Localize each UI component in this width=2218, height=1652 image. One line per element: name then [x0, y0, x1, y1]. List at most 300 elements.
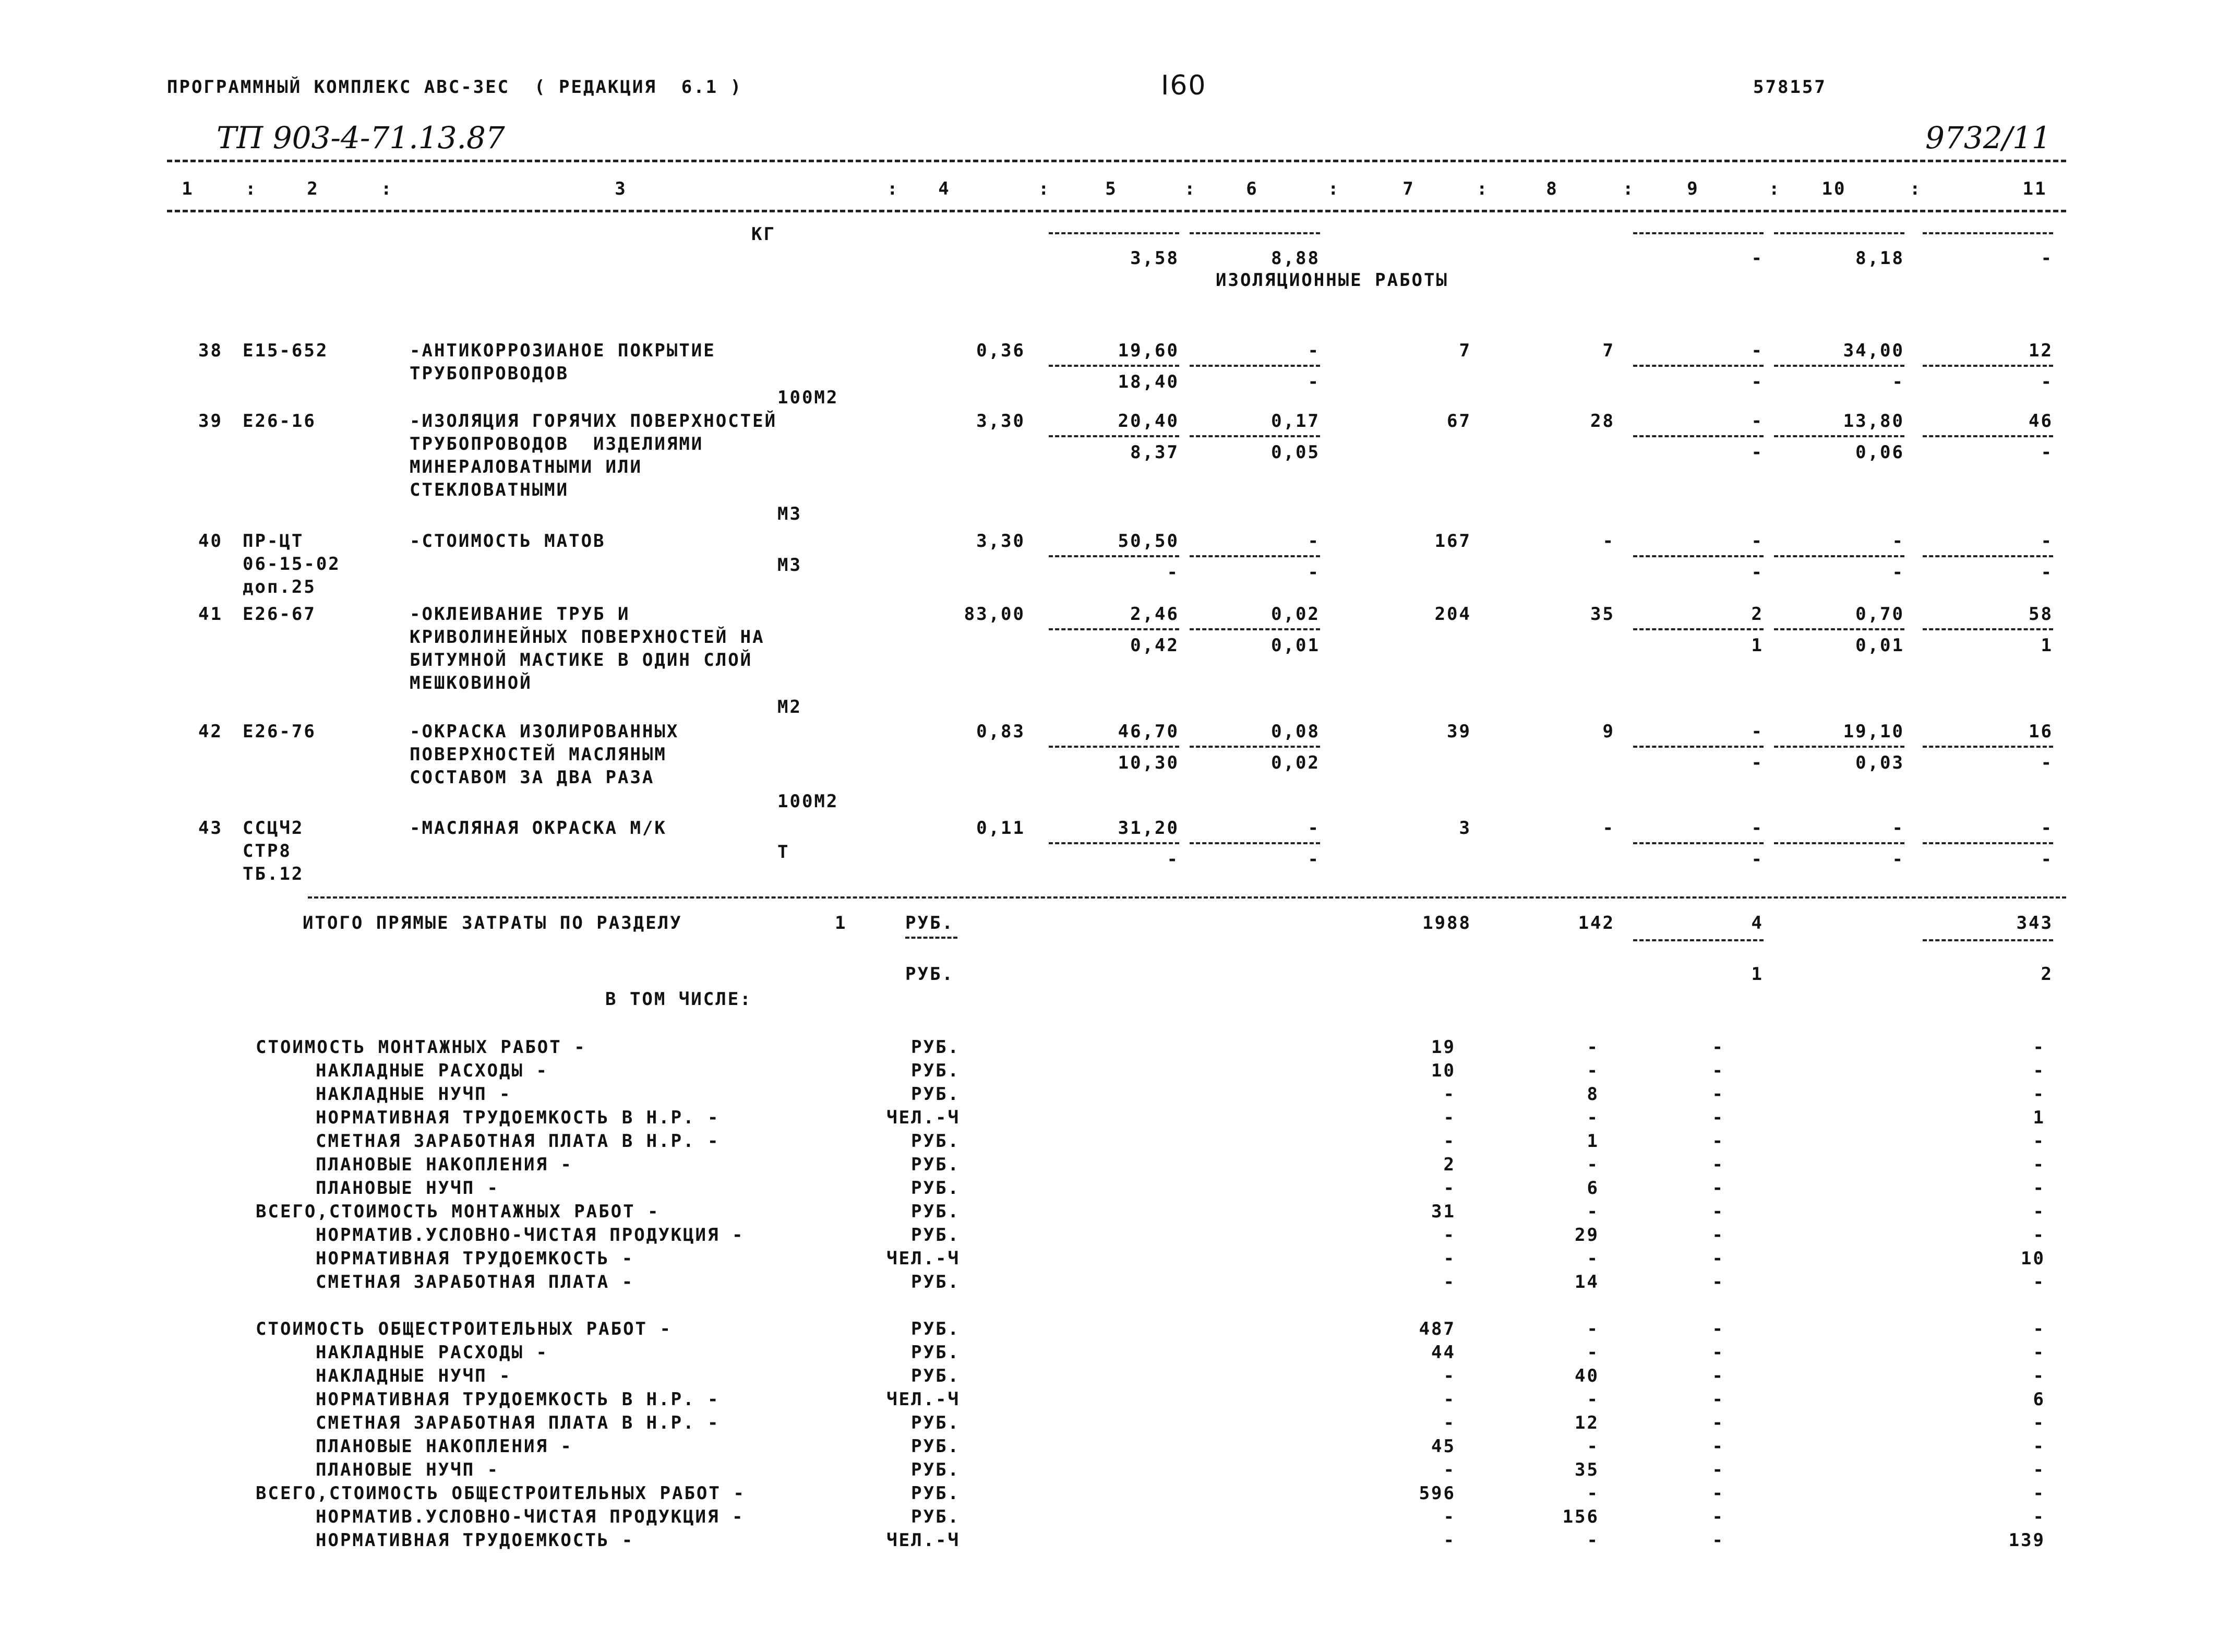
summary-value-c7: 2 — [1443, 1154, 1456, 1175]
summary-label: НОРМАТИВНАЯ ТРУДОЕМКОСТЬ В Н.Р. - — [316, 1389, 720, 1410]
sub-divider-c11 — [1923, 746, 2053, 748]
row-value-c7: 167 — [1434, 531, 1471, 552]
sub-divider-c6 — [1190, 435, 1320, 437]
sub-divider-c11 — [1923, 628, 2053, 630]
summary-label: НАКЛАДНЫЕ НУЧП - — [316, 1366, 512, 1386]
top-value-c11: - — [2041, 248, 2053, 269]
header-rule-top — [167, 160, 2066, 162]
column-separator: : — [1184, 178, 1197, 199]
row-value-c11: - — [2041, 818, 2053, 839]
total-subvalue-c9: 1 — [1751, 964, 1764, 985]
summary-unit: РУБ. — [911, 1084, 960, 1105]
summary-value-c9: - — [1712, 1131, 1724, 1152]
summary-value-c7: 596 — [1419, 1483, 1456, 1504]
summary-value-c9: - — [1712, 1060, 1724, 1081]
summary-value-c7: 19 — [1431, 1037, 1456, 1058]
summary-value-c11: - — [2033, 1483, 2045, 1504]
summary-value-c11: - — [2033, 1178, 2045, 1199]
row-unit: М3 — [777, 504, 802, 524]
summary-value-c7: 44 — [1431, 1342, 1456, 1363]
summary-value-c7: - — [1443, 1389, 1456, 1410]
summary-value-c9: - — [1712, 1436, 1724, 1457]
summary-value-c9: - — [1712, 1483, 1724, 1504]
row-subvalue-c11: 1 — [2041, 635, 2053, 656]
summary-value-c11: - — [2033, 1436, 2045, 1457]
page-number: I60 — [1161, 70, 1207, 101]
row-code: Е26-67 — [243, 604, 316, 625]
row-value-c10: 19,10 — [1843, 721, 1904, 742]
sub-divider-c9 — [1633, 628, 1764, 630]
row-number: 42 — [198, 721, 223, 742]
summary-value-c7: - — [1443, 1366, 1456, 1386]
row-value-c6: - — [1308, 340, 1320, 361]
summary-value-c11: 6 — [2033, 1389, 2045, 1410]
row-value-c7: 67 — [1447, 411, 1471, 432]
row-subvalue-c11: - — [2041, 442, 2053, 463]
project-number: ТП 903-4-71.13.87 — [217, 120, 505, 155]
row-value-c6: 0,17 — [1271, 411, 1320, 432]
total-unit: РУБ. — [905, 964, 954, 985]
row-value-c9: - — [1751, 340, 1764, 361]
sub-divider-c10 — [1774, 628, 1904, 630]
summary-value-c8: 35 — [1575, 1459, 1599, 1480]
summary-value-c11: - — [2033, 1342, 2045, 1363]
summary-unit: ЧЕЛ.-Ч — [886, 1530, 960, 1551]
summary-unit: РУБ. — [911, 1342, 960, 1363]
summary-value-c9: - — [1712, 1178, 1724, 1199]
row-value-c9: - — [1751, 411, 1764, 432]
summary-value-c7: 10 — [1431, 1060, 1456, 1081]
row-subvalue-c11: - — [2041, 752, 2053, 773]
row-description: -СТОИМОСТЬ МАТОВ — [410, 531, 606, 552]
summary-value-c11: 139 — [2008, 1530, 2045, 1551]
sub-divider-c5 — [1049, 628, 1179, 630]
row-subvalue-c6: 0,02 — [1271, 752, 1320, 773]
summary-value-c8: - — [1587, 1483, 1599, 1504]
row-subvalue-c10: 0,01 — [1855, 635, 1904, 656]
column-separator: : — [887, 178, 900, 199]
row-value-c11: 46 — [2029, 411, 2053, 432]
summary-value-c7: 31 — [1431, 1201, 1456, 1222]
sub-divider-c9 — [1633, 365, 1764, 367]
row-value-c11: 58 — [2029, 604, 2053, 625]
summary-value-c9: - — [1712, 1201, 1724, 1222]
summary-value-c8: 6 — [1587, 1178, 1599, 1199]
row-subvalue-c9: 1 — [1751, 635, 1764, 656]
row-subvalue-c5: 18,40 — [1118, 372, 1179, 392]
summary-value-c7: - — [1443, 1530, 1456, 1551]
row-subvalue-c5: - — [1167, 562, 1179, 583]
row-subvalue-c11: - — [2041, 372, 2053, 392]
row-value-c8: 35 — [1590, 604, 1615, 625]
column-number-11: 11 — [2022, 178, 2047, 199]
sub-divider-c5 — [1049, 842, 1179, 844]
column-number-5: 5 — [1105, 178, 1118, 199]
row-value-c6: 0,08 — [1271, 721, 1320, 742]
summary-unit: ЧЕЛ.-Ч — [886, 1248, 960, 1269]
summary-unit: РУБ. — [911, 1154, 960, 1175]
summary-value-c8: - — [1587, 1319, 1599, 1339]
summary-value-c9: - — [1712, 1342, 1724, 1363]
row-value-c4: 83,00 — [964, 604, 1025, 625]
row-value-c4: 3,30 — [976, 531, 1025, 552]
row-value-c8: 9 — [1602, 721, 1615, 742]
summary-value-c7: - — [1443, 1107, 1456, 1128]
summary-value-c7: 45 — [1431, 1436, 1456, 1457]
row-code: доп.25 — [243, 577, 316, 597]
total-value-c11: 343 — [2016, 913, 2053, 933]
row-value-c11: - — [2041, 531, 2053, 552]
summary-value-c8: 12 — [1575, 1412, 1599, 1433]
program-title: ПРОГРАММНЫЙ КОМПЛЕКС АВС-ЗЕС ( РЕДАКЦИЯ 6.1 ) — [167, 77, 743, 98]
row-value-c9: - — [1751, 818, 1764, 839]
row-subvalue-c5: - — [1167, 849, 1179, 870]
row-number: 43 — [198, 818, 223, 839]
column-number-3: 3 — [615, 178, 627, 199]
column-number-4: 4 — [938, 178, 951, 199]
column-separator: : — [1623, 178, 1635, 199]
sub-divider-c11 — [1923, 555, 2053, 557]
summary-unit: РУБ. — [911, 1060, 960, 1081]
sub-divider-c9 — [1633, 555, 1764, 557]
column-separator: : — [1910, 178, 1922, 199]
total-label: ИТОГО ПРЯМЫЕ ЗАТРАТЫ ПО РАЗДЕЛУ — [303, 913, 682, 933]
row-value-c7: 3 — [1459, 818, 1471, 839]
summary-value-c9: - — [1712, 1225, 1724, 1246]
summary-label: ПЛАНОВЫЕ НУЧП - — [316, 1459, 500, 1480]
summary-unit: РУБ. — [911, 1131, 960, 1152]
row-code: Е26-16 — [243, 411, 316, 432]
row-value-c4: 0,36 — [976, 340, 1025, 361]
column-number-8: 8 — [1546, 178, 1558, 199]
row-value-c5: 50,50 — [1118, 531, 1179, 552]
top-unit: КГ — [751, 224, 776, 245]
summary-value-c8: - — [1587, 1201, 1599, 1222]
total-value-c7: 1988 — [1422, 913, 1471, 933]
row-value-c4: 0,11 — [976, 818, 1025, 839]
top-value-c5: 3,58 — [1130, 248, 1179, 269]
total-unit-divider — [905, 937, 957, 939]
summary-value-c9: - — [1712, 1319, 1724, 1339]
summary-value-c8: - — [1587, 1107, 1599, 1128]
row-value-c5: 19,60 — [1118, 340, 1179, 361]
row-description: МЕШКОВИНОЙ — [410, 673, 532, 693]
row-unit: 100М2 — [777, 791, 839, 812]
sub-divider-c10 — [1774, 435, 1904, 437]
summary-value-c8: 40 — [1575, 1366, 1599, 1386]
row-subvalue-c9: - — [1751, 752, 1764, 773]
sub-divider-c5 — [1049, 232, 1179, 234]
summary-value-c8: - — [1587, 1436, 1599, 1457]
summary-label: СМЕТНАЯ ЗАРАБОТНАЯ ПЛАТА - — [316, 1272, 634, 1292]
row-subvalue-c5: 10,30 — [1118, 752, 1179, 773]
row-code: ПР-ЦТ — [243, 531, 304, 552]
summary-value-c9: - — [1712, 1154, 1724, 1175]
sub-divider-c6 — [1190, 232, 1320, 234]
column-separator: : — [381, 178, 393, 199]
sub-divider-c11 — [1923, 232, 2053, 234]
column-number-1: 1 — [182, 178, 194, 199]
row-value-c4: 3,30 — [976, 411, 1025, 432]
row-subvalue-c10: 0,03 — [1855, 752, 1904, 773]
row-value-c10: - — [1892, 818, 1904, 839]
row-value-c8: - — [1602, 818, 1615, 839]
section-title: ИЗОЛЯЦИОННЫЕ РАБОТЫ — [1216, 270, 1448, 291]
summary-value-c11: - — [2033, 1319, 2045, 1339]
column-number-7: 7 — [1402, 178, 1415, 199]
row-value-c11: 16 — [2029, 721, 2053, 742]
summary-value-c9: - — [1712, 1366, 1724, 1386]
column-number-10: 10 — [1821, 178, 1847, 199]
summary-value-c11: - — [2033, 1225, 2045, 1246]
total-section: 1 — [835, 913, 847, 933]
row-subvalue-c10: - — [1892, 372, 1904, 392]
row-subvalue-c9: - — [1751, 849, 1764, 870]
row-subvalue-c6: - — [1308, 372, 1320, 392]
row-subvalue-c6: - — [1308, 562, 1320, 583]
summary-value-c8: - — [1587, 1389, 1599, 1410]
summary-value-c8: 156 — [1562, 1506, 1599, 1527]
summary-value-c7: - — [1443, 1272, 1456, 1292]
row-description: КРИВОЛИНЕЙНЫХ ПОВЕРХНОСТЕЙ НА — [410, 627, 765, 648]
summary-value-c8: - — [1587, 1037, 1599, 1058]
summary-label: СМЕТНАЯ ЗАРАБОТНАЯ ПЛАТА В Н.Р. - — [316, 1412, 720, 1433]
summary-unit: РУБ. — [911, 1412, 960, 1433]
summary-value-c7: - — [1443, 1084, 1456, 1105]
summary-value-c11: - — [2033, 1154, 2045, 1175]
row-unit: 100М2 — [777, 387, 839, 408]
row-description: -ИЗОЛЯЦИЯ ГОРЯЧИХ ПОВЕРХНОСТЕЙ — [410, 411, 777, 432]
row-value-c6: - — [1308, 818, 1320, 839]
row-subvalue-c6: - — [1308, 849, 1320, 870]
total-subvalue-c11: 2 — [2041, 964, 2053, 985]
summary-label: ВСЕГО,СТОИМОСТЬ МОНТАЖНЫХ РАБОТ - — [256, 1201, 660, 1222]
row-description: ПОВЕРХНОСТЕЙ МАСЛЯНЫМ — [410, 744, 667, 765]
summary-label: НОРМАТИВ.УСЛОВНО-ЧИСТАЯ ПРОДУКЦИЯ - — [316, 1506, 745, 1527]
summary-value-c8: 8 — [1587, 1084, 1599, 1105]
document-code: 578157 — [1753, 77, 1827, 98]
row-unit: Т — [777, 842, 790, 863]
header-rule-bottom — [167, 210, 2066, 212]
row-value-c5: 46,70 — [1118, 721, 1179, 742]
sub-divider-c11 — [1923, 365, 2053, 367]
row-unit: М3 — [777, 555, 802, 576]
summary-value-c9: - — [1712, 1459, 1724, 1480]
row-subvalue-c10: 0,06 — [1855, 442, 1904, 463]
summary-value-c7: - — [1443, 1131, 1456, 1152]
sub-divider-c9 — [1633, 842, 1764, 844]
summary-value-c7: 487 — [1419, 1319, 1456, 1339]
sub-divider-c11 — [1923, 842, 2053, 844]
summary-unit: РУБ. — [911, 1225, 960, 1246]
summary-value-c7: - — [1443, 1459, 1456, 1480]
sub-divider-c5 — [1049, 555, 1179, 557]
summary-value-c11: - — [2033, 1459, 2045, 1480]
row-value-c7: 7 — [1459, 340, 1471, 361]
summary-unit: ЧЕЛ.-Ч — [886, 1107, 960, 1128]
summary-label: ПЛАНОВЫЕ НУЧП - — [316, 1178, 500, 1199]
summary-value-c8: 29 — [1575, 1225, 1599, 1246]
sub-divider-c6 — [1190, 746, 1320, 748]
sub-divider-c6 — [1190, 842, 1320, 844]
sub-divider-c10 — [1774, 232, 1904, 234]
row-code: ТБ.12 — [243, 864, 304, 884]
column-separator: : — [1477, 178, 1489, 199]
row-subvalue-c6: 0,01 — [1271, 635, 1320, 656]
summary-value-c11: - — [2033, 1272, 2045, 1292]
sub-divider-c10 — [1774, 842, 1904, 844]
row-subvalue-c11: - — [2041, 562, 2053, 583]
total-value-c8: 142 — [1578, 913, 1615, 933]
summary-unit: РУБ. — [911, 1366, 960, 1386]
summary-value-c9: - — [1712, 1248, 1724, 1269]
top-value-c6: 8,88 — [1271, 248, 1320, 269]
row-number: 40 — [198, 531, 223, 552]
row-value-c10: - — [1892, 531, 1904, 552]
row-description: ТРУБОПРОВОДОВ ИЗДЕЛИЯМИ — [410, 434, 704, 454]
row-code: СТР8 — [243, 841, 292, 861]
summary-value-c7: - — [1443, 1225, 1456, 1246]
row-subvalue-c10: - — [1892, 562, 1904, 583]
summary-value-c11: - — [2033, 1060, 2045, 1081]
sub-divider-c11 — [1923, 435, 2053, 437]
summary-value-c11: - — [2033, 1412, 2045, 1433]
row-value-c9: 2 — [1751, 604, 1764, 625]
summary-label: СТОИМОСТЬ ОБЩЕСТРОИТЕЛЬНЫХ РАБОТ - — [256, 1319, 672, 1339]
summary-label: НОРМАТИВНАЯ ТРУДОЕМКОСТЬ В Н.Р. - — [316, 1107, 720, 1128]
row-subvalue-c9: - — [1751, 562, 1764, 583]
summary-value-c8: - — [1587, 1248, 1599, 1269]
row-unit: М2 — [777, 697, 802, 717]
sub-divider-c5 — [1049, 746, 1179, 748]
row-value-c8: 28 — [1590, 411, 1615, 432]
sub-divider-c6 — [1190, 555, 1320, 557]
summary-value-c7: - — [1443, 1248, 1456, 1269]
total-divider-c11 — [1923, 939, 2053, 941]
column-separator: : — [1038, 178, 1051, 199]
sheet-number: 9732/11 — [1925, 120, 2051, 155]
row-value-c4: 0,83 — [976, 721, 1025, 742]
row-description: -ОКЛЕИВАНИЕ ТРУБ И — [410, 604, 630, 625]
sub-divider-c9 — [1633, 435, 1764, 437]
summary-unit: РУБ. — [911, 1506, 960, 1527]
sub-divider-c6 — [1190, 628, 1320, 630]
summary-label: НАКЛАДНЫЕ НУЧП - — [316, 1084, 512, 1105]
row-description: БИТУМНОЙ МАСТИКЕ В ОДИН СЛОЙ — [410, 650, 753, 671]
summary-label: СМЕТНАЯ ЗАРАБОТНАЯ ПЛАТА В Н.Р. - — [316, 1131, 720, 1152]
summary-value-c11: - — [2033, 1131, 2045, 1152]
summary-label: ВСЕГО,СТОИМОСТЬ ОБЩЕСТРОИТЕЛЬНЫХ РАБОТ - — [256, 1483, 746, 1504]
row-number: 41 — [198, 604, 223, 625]
summary-value-c8: - — [1587, 1530, 1599, 1551]
sub-divider-c5 — [1049, 365, 1179, 367]
row-subvalue-c6: 0,05 — [1271, 442, 1320, 463]
row-subvalue-c5: 8,37 — [1130, 442, 1179, 463]
row-value-c10: 34,00 — [1843, 340, 1904, 361]
summary-value-c9: - — [1712, 1084, 1724, 1105]
summary-unit: РУБ. — [911, 1037, 960, 1058]
summary-label: НОРМАТИВ.УСЛОВНО-ЧИСТАЯ ПРОДУКЦИЯ - — [316, 1225, 745, 1246]
summary-value-c9: - — [1712, 1389, 1724, 1410]
row-subvalue-c9: - — [1751, 372, 1764, 392]
column-number-6: 6 — [1246, 178, 1258, 199]
sub-divider-c9 — [1633, 746, 1764, 748]
sub-divider-c10 — [1774, 555, 1904, 557]
summary-value-c9: - — [1712, 1037, 1724, 1058]
row-code: ССЦЧ2 — [243, 818, 304, 839]
summary-value-c8: 1 — [1587, 1131, 1599, 1152]
summary-value-c9: - — [1712, 1530, 1724, 1551]
row-value-c8: - — [1602, 531, 1615, 552]
column-number-2: 2 — [307, 178, 319, 199]
summary-value-c8: - — [1587, 1060, 1599, 1081]
summary-value-c11: 1 — [2033, 1107, 2045, 1128]
summary-value-c8: - — [1587, 1342, 1599, 1363]
row-description: -АНТИКОРРОЗИАНОЕ ПОКРЫТИЕ — [410, 340, 716, 361]
summary-label: СТОИМОСТЬ МОНТАЖНЫХ РАБОТ - — [256, 1037, 586, 1058]
row-value-c6: - — [1308, 531, 1320, 552]
row-value-c5: 2,46 — [1130, 604, 1179, 625]
summary-unit: РУБ. — [911, 1272, 960, 1292]
sub-divider-c5 — [1049, 435, 1179, 437]
row-subvalue-c10: - — [1892, 849, 1904, 870]
including-label: В ТОМ ЧИСЛЕ: — [605, 989, 752, 1010]
row-description: -МАСЛЯНАЯ ОКРАСКА М/К — [410, 818, 667, 839]
row-value-c11: 12 — [2029, 340, 2053, 361]
row-subvalue-c9: - — [1751, 442, 1764, 463]
summary-unit: РУБ. — [911, 1201, 960, 1222]
summary-label: НОРМАТИВНАЯ ТРУДОЕМКОСТЬ - — [316, 1530, 634, 1551]
total-rule — [308, 896, 2066, 899]
summary-value-c7: - — [1443, 1178, 1456, 1199]
summary-value-c9: - — [1712, 1107, 1724, 1128]
summary-value-c11: - — [2033, 1366, 2045, 1386]
row-value-c7: 204 — [1434, 604, 1471, 625]
column-separator: : — [245, 178, 258, 199]
summary-label: ПЛАНОВЫЕ НАКОПЛЕНИЯ - — [316, 1154, 573, 1175]
top-value-c9: - — [1751, 248, 1764, 269]
column-separator: : — [1769, 178, 1781, 199]
row-value-c5: 20,40 — [1118, 411, 1179, 432]
row-value-c9: - — [1751, 721, 1764, 742]
summary-unit: ЧЕЛ.-Ч — [886, 1389, 960, 1410]
summary-value-c9: - — [1712, 1412, 1724, 1433]
row-number: 39 — [198, 411, 223, 432]
total-divider-c9 — [1633, 939, 1764, 941]
summary-value-c11: - — [2033, 1037, 2045, 1058]
row-value-c9: - — [1751, 531, 1764, 552]
total-value-c9: 4 — [1751, 913, 1764, 933]
row-description: МИНЕРАЛОВАТНЫМИ ИЛИ — [410, 457, 642, 477]
row-value-c5: 31,20 — [1118, 818, 1179, 839]
summary-value-c11: - — [2033, 1084, 2045, 1105]
row-description: СОСТАВОМ ЗА ДВА РАЗА — [410, 767, 655, 788]
summary-unit: РУБ. — [911, 1436, 960, 1457]
row-number: 38 — [198, 340, 223, 361]
summary-value-c9: - — [1712, 1506, 1724, 1527]
row-value-c10: 0,70 — [1855, 604, 1904, 625]
row-code: 06-15-02 — [243, 554, 341, 574]
summary-value-c8: - — [1587, 1154, 1599, 1175]
top-value-c10: 8,18 — [1855, 248, 1904, 269]
summary-value-c7: - — [1443, 1506, 1456, 1527]
summary-value-c11: - — [2033, 1201, 2045, 1222]
row-value-c10: 13,80 — [1843, 411, 1904, 432]
summary-value-c11: - — [2033, 1506, 2045, 1527]
summary-unit: РУБ. — [911, 1459, 960, 1480]
sub-divider-c6 — [1190, 365, 1320, 367]
summary-label: НАКЛАДНЫЕ РАСХОДЫ - — [316, 1060, 548, 1081]
